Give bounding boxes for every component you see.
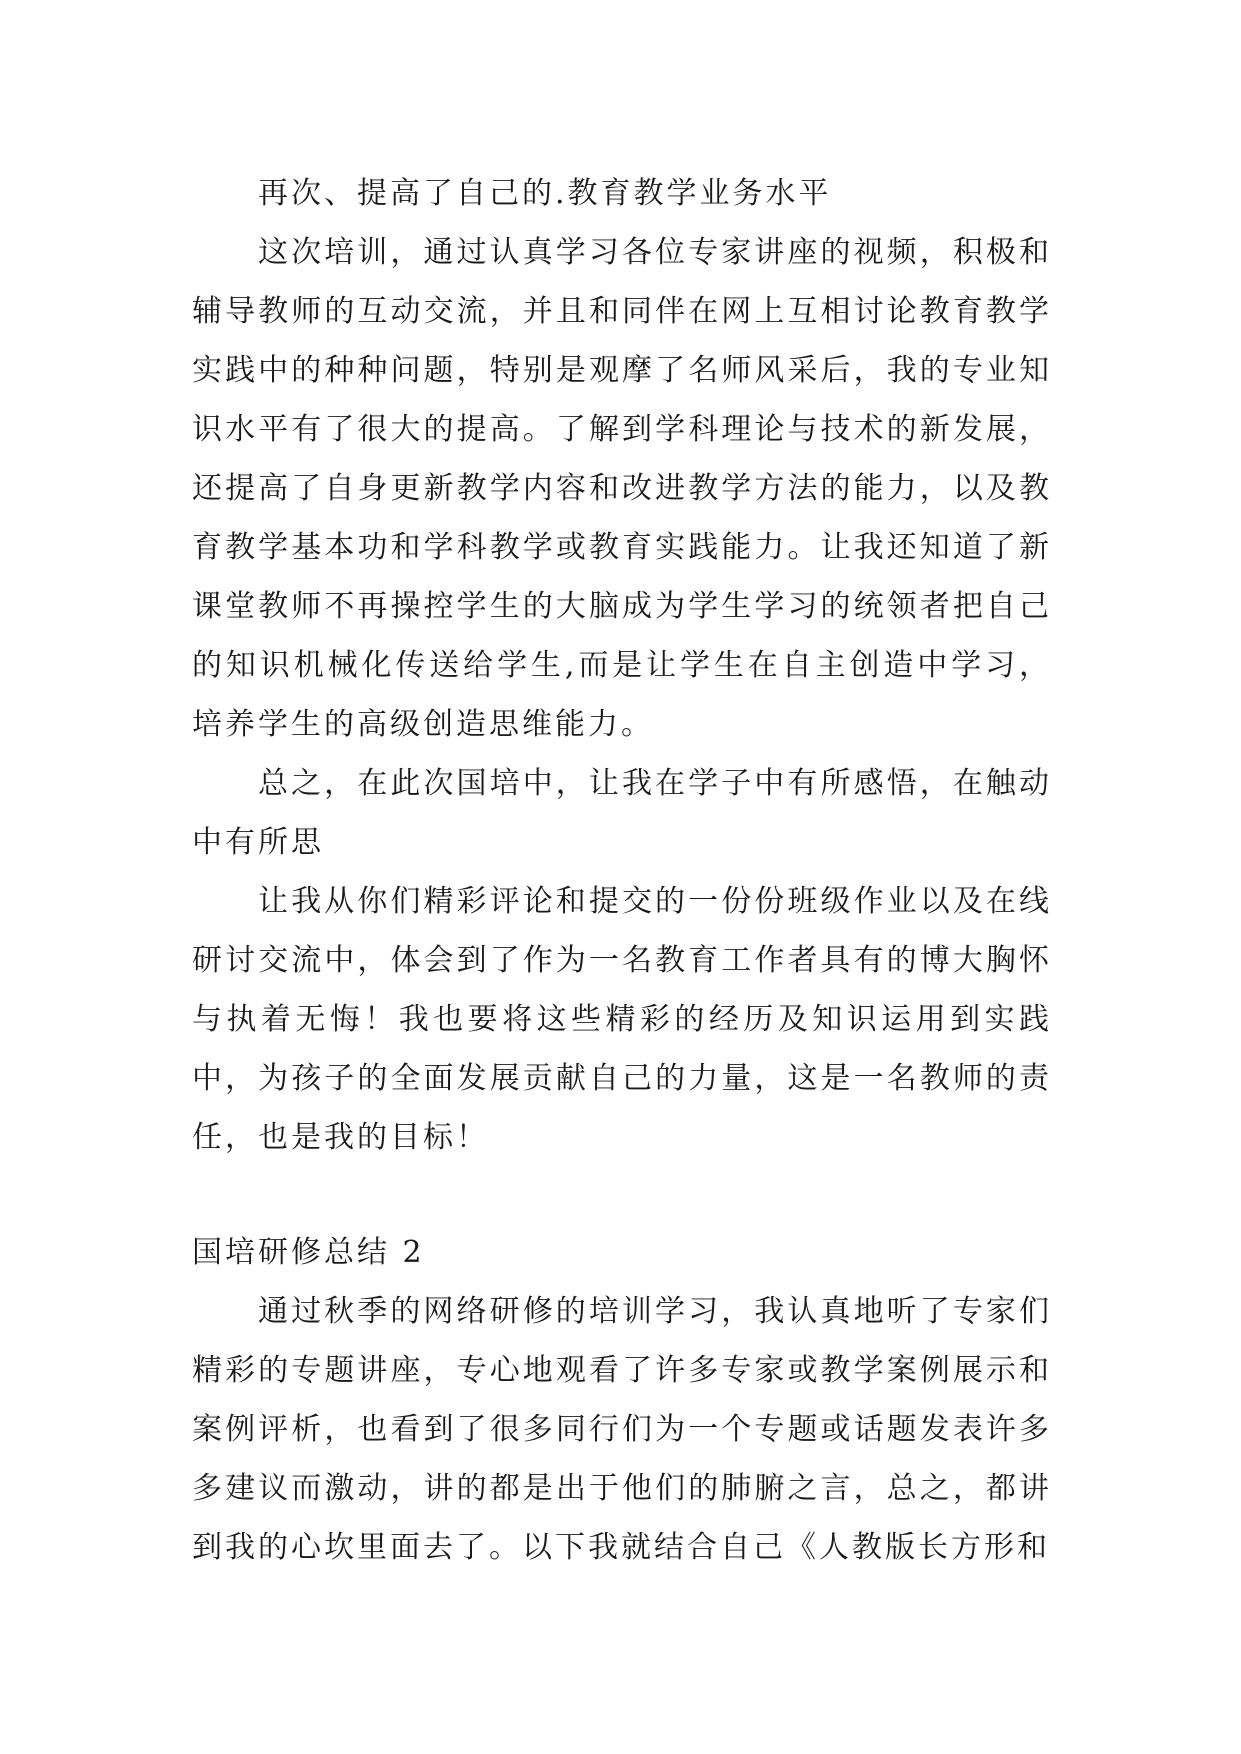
paragraph-autumn-study: 通过秋季的网络研修的培训学习，我认真地听了专家们精彩的专题讲座，专心地观看了许多专家或教学案例展示和案例评析，也看到了很多同行们为一个专题或话题发表许多多建议而激动，讲的都是出于他们的肺腑之言，总之，都讲到我的心坎里面去了。以下我就结合自己《人教版长方形和 [192, 1294, 1052, 1565]
paragraph-reflection: 让我从你们精彩评论和提交的一份份班级作业以及在线研讨交流中，体会到了作为一名教育工作者具有的博大胸怀与执着无悔！我也要将这些精彩的经历及知识运用到实践中，为孩子的全面发展贡献自己的力量，这是一名教师的责任，也是我的目标！ [192, 884, 1052, 1155]
paragraph-training-benefits: 这次培训，通过认真学习各位专家讲座的视频，积极和辅导教师的互动交流，并且和同伴在网上互相讨论教育教学实践中的种种问题，特别是观摩了名师风采后，我的专业知识水平有了很大的提高。了解到学科理论与技术的新发展，还提高了自身更新教学内容和改进教学方法的能力，以及教育教学基本功和学科教学或教育实践能力。让我还知道了新课堂教师不再操控学生的大脑成为学生学习的统领者把自己的知识机械化传送给学生,而是让学生在自主创造中学习，培养学生的高级创造思维能力。 [192, 235, 1052, 742]
document-body [192, 164, 1052, 1577]
subheading: 再次、提高了自己的.教育教学业务水平 [258, 176, 832, 211]
section-title: 国培研修总结 2 [192, 1235, 425, 1270]
paragraph-summary: 总之，在此次国培中，让我在学子中有所感悟，在触动中有所思 [192, 766, 1052, 860]
